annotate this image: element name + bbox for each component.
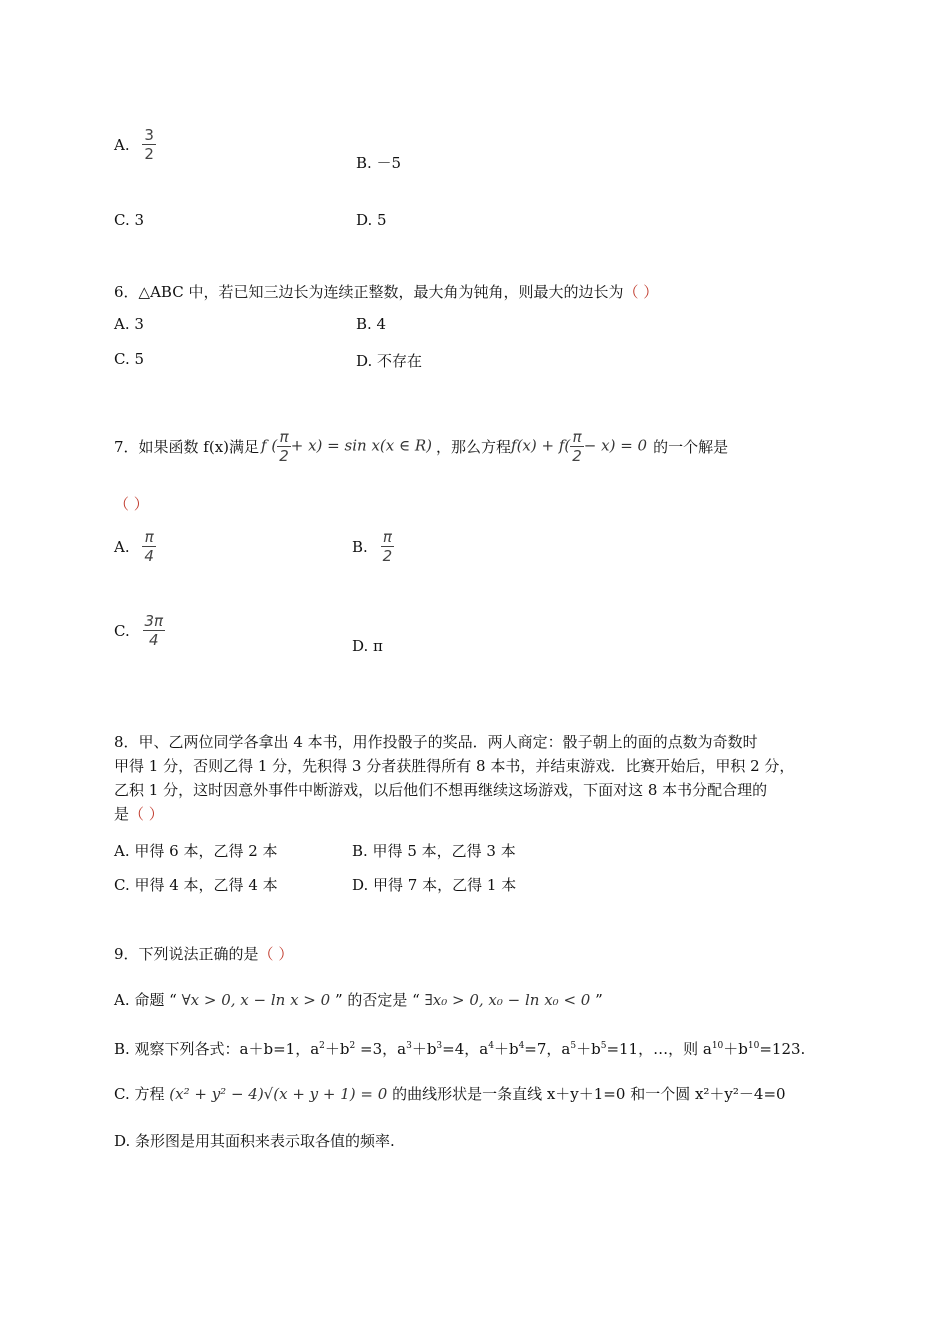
q9-option-d: D. 条形图是用其面积来表示取各值的频率. (114, 1132, 395, 1150)
q9-option-b-text: =123. (759, 1040, 806, 1058)
q7-condition-formula: f ( $\frac{\pi}{2}$ + x) = sin x(x ∈ R) (261, 427, 432, 465)
fraction-denominator: 4 (143, 630, 166, 649)
q7-option-b-fraction (381, 528, 395, 565)
q8-option-a: A. 甲得 6 本，乙得 2 本 (114, 842, 278, 860)
formula-left: f(x) + f( (511, 436, 571, 454)
q9-option-b (114, 1038, 805, 1059)
q9-option-b-text: =11，…，则 a (606, 1040, 712, 1058)
q9-option-b-text: ＋b (576, 1040, 601, 1058)
superscript: 2 (349, 1041, 356, 1051)
answer-bracket: （ ） (623, 283, 659, 301)
q7-option-c-label: C. (114, 621, 130, 640)
fraction-numerator: 3π (144, 612, 164, 630)
formula-f: f (261, 436, 267, 454)
q7-option-b (352, 528, 394, 565)
q6-option-c: C. 5 (114, 350, 145, 368)
superscript: 3 (406, 1041, 412, 1051)
q7-stem (114, 422, 728, 470)
formula-rest: + x) = sin x(x ∈ R) (290, 436, 432, 454)
q9-option-b-text: B. 观察下列各式：a＋b=1，a (114, 1040, 320, 1058)
q5-option-a-label: A. (114, 135, 130, 154)
fraction-denominator: 2 (382, 547, 393, 565)
q9-option-b-text: ＋b (324, 1040, 350, 1058)
answer-bracket: （ ） (258, 945, 294, 963)
q9-option-a-proposition: ∀x > 0, x − ln x > 0 (181, 991, 331, 1009)
q7-option-c-fraction (143, 612, 166, 649)
q8-option-b: B. 甲得 5 本，乙得 3 本 (352, 842, 516, 860)
q9-option-a-text-mid: ” 的否定是 “ (334, 991, 420, 1009)
q5-option-a (114, 126, 156, 163)
superscript: 4 (518, 1041, 525, 1051)
fraction-denominator: 2 (144, 145, 154, 163)
q8-stem-line: 乙积 1 分，这时因意外事件中断游戏，以后他们不想再继续这场游戏，下面对这 8 本书分配合理的 (114, 781, 768, 799)
fraction-denominator: 2 (572, 446, 582, 465)
superscript: 10 (711, 1041, 724, 1051)
superscript: 5 (600, 1041, 607, 1051)
q8-stem-line-text: 是 (114, 805, 130, 823)
fraction-denominator: 2 (279, 446, 289, 465)
q7-option-b-label: B. (352, 537, 368, 556)
q8-option-d: D. 甲得 7 本，乙得 1 本 (352, 876, 517, 894)
q9-option-b-text: ＋b (493, 1040, 519, 1058)
q9-option-a-negation: ∃x₀ > 0, x₀ − ln x₀ < 0 (424, 991, 591, 1009)
q5-option-b: B. －5 (356, 154, 402, 172)
q9-stem-text: 9．下列说法正确的是 (114, 945, 259, 963)
q6-stem (114, 281, 658, 302)
fraction-numerator: π (382, 528, 392, 546)
fraction-numerator: 3 (144, 126, 154, 144)
q9-stem (114, 943, 293, 964)
superscript: 10 (747, 1041, 760, 1051)
fraction-numerator: π (572, 427, 582, 446)
q7-stem-text-a: 7．如果函数 f(x)满足 (114, 437, 260, 456)
q6-option-b: B. 4 (356, 315, 387, 333)
q6-option-d: D. 不存在 (356, 352, 423, 370)
q6-option-a: A. 3 (114, 315, 144, 333)
superscript: 5 (570, 1041, 577, 1051)
q9-option-b-text: =3，a (355, 1040, 407, 1058)
q8-stem-line: 8．甲、乙两位同学各拿出 4 本书，用作投骰子的奖品．两人商定：骰子朝上的面的点数为奇数时 (114, 733, 758, 751)
answer-bracket: （ ） (129, 805, 164, 823)
q7-stem-text-b: ，那么方程 (436, 437, 512, 456)
q9-option-b-text: =4，a (442, 1040, 489, 1058)
q9-option-b-text: ＋b (411, 1040, 437, 1058)
fraction-denominator: 4 (144, 547, 154, 565)
q8-stem-line: 甲得 1 分，否则乙得 1 分，先积得 3 分者获胜得所有 8 本书，并结束游戏．比赛开始后，甲积 2 分， (114, 757, 795, 775)
q5-option-c: C. 3 (114, 211, 145, 229)
superscript: 3 (436, 1041, 443, 1051)
q5-option-a-fraction (142, 126, 156, 163)
q9-option-b-text: ＋b (723, 1040, 748, 1058)
q7-option-c (114, 612, 165, 649)
q7-option-d: D. π (352, 637, 383, 655)
q7-option-a (114, 528, 156, 565)
q9-option-c-text: C. 方程 (114, 1085, 165, 1103)
q7-stem-text-c: 的一个解是 (653, 437, 729, 456)
answer-bracket: （ ） (114, 495, 149, 513)
q9-option-a-text-end: ” (595, 991, 603, 1009)
superscript: 4 (488, 1041, 494, 1051)
q6-stem-text: 6．△ABC 中，若已知三边长为连续正整数，最大角为钝角，则最大的边长为 (114, 283, 624, 301)
q9-option-c-equation: (x² + y² − 4)√(x + y + 1) = 0 (169, 1085, 388, 1103)
q9-option-a (114, 989, 603, 1010)
q5-option-d: D. 5 (356, 211, 387, 229)
q7-equation-formula (511, 428, 647, 465)
fraction-numerator: π (144, 528, 154, 546)
fraction-numerator: π (279, 427, 289, 446)
q7-option-a-fraction (142, 528, 156, 565)
formula-rest: − x) = 0 (583, 436, 648, 454)
q9-option-c (114, 1083, 786, 1104)
q8-stem-line (114, 802, 844, 826)
q9-option-a-text: A. 命题 “ (114, 991, 177, 1009)
q8-option-c: C. 甲得 4 本，乙得 4 本 (114, 876, 278, 894)
q9-option-b-text: =7，a (524, 1040, 571, 1058)
q9-option-c-text-post: 的曲线形状是一条直线 x＋y＋1=0 和一个圆 x²＋y²－4=0 (392, 1085, 786, 1103)
q7-option-a-label: A. (114, 537, 130, 556)
superscript: 2 (319, 1041, 325, 1051)
q8-stem (114, 730, 844, 826)
